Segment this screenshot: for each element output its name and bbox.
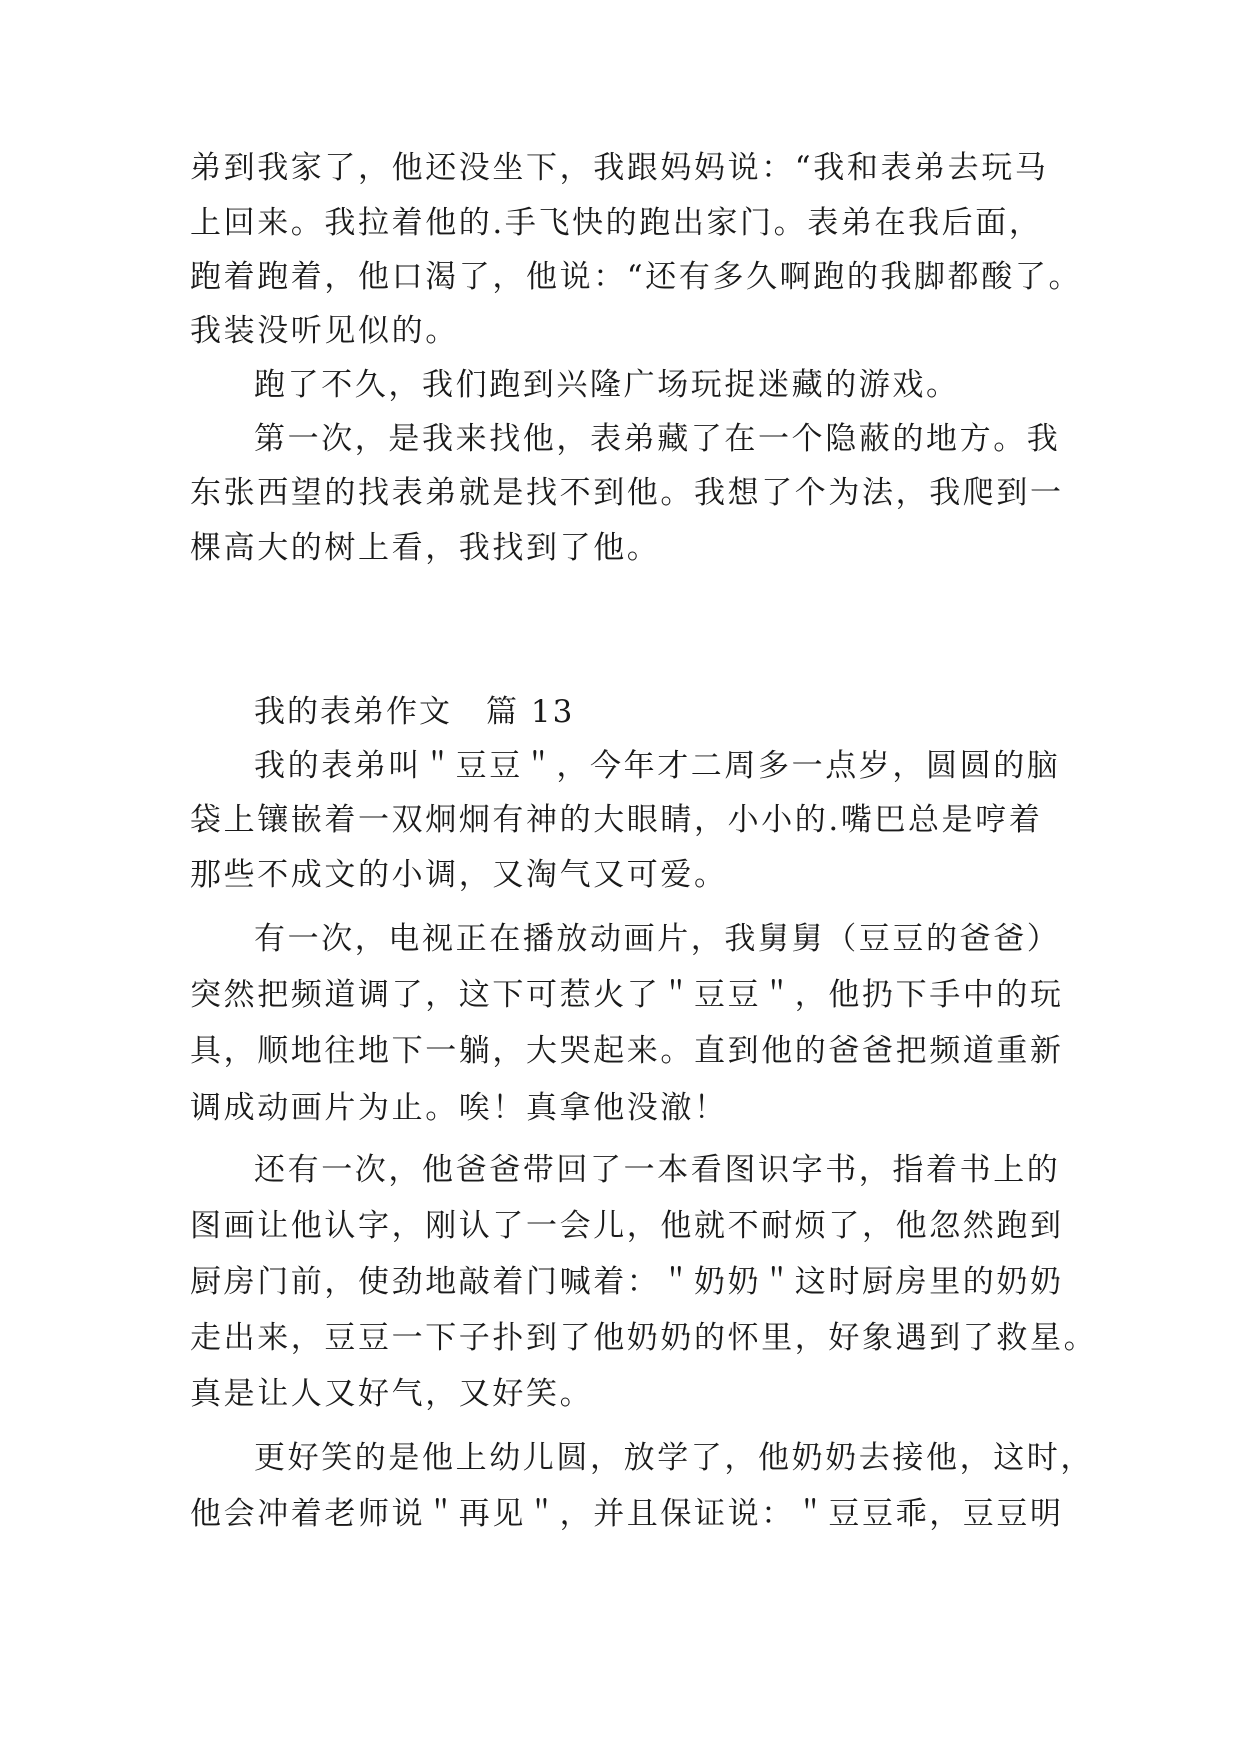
paragraph-line: 他会冲着老师说＂再见＂，并且保证说：＂豆豆乖，豆豆明 [190,1496,1064,1532]
paragraph-line: 还有一次，他爸爸带回了一本看图识字书，指着书上的 [254,1152,1061,1188]
paragraph-line: 我的表弟叫＂豆豆＂，今年才二周多一点岁，圆圆的脑 [254,748,1061,784]
paragraph-line: 具，顺地往地下一躺，大哭起来。直到他的爸爸把频道重新 [190,1033,1064,1069]
paragraph-line: 突然把频道调了，这下可惹火了＂豆豆＂，他扔下手中的玩 [190,977,1064,1013]
paragraph-line: 弟到我家了，他还没坐下，我跟妈妈说：“我和表弟去玩马 [190,150,1049,186]
paragraph-line: 我装没听见似的。 [190,313,459,349]
paragraph-line: 上回来。我拉着他的.手飞快的跑出家门。表弟在我后面， [190,205,1043,241]
paragraph-line: 调成动画片为止。唉！真拿他没澈！ [190,1090,728,1126]
paragraph-line: 走出来，豆豆一下子扑到了他奶奶的怀里，好象遇到了救星。 [190,1320,1098,1356]
section-title-text: 我的表弟作文 [254,694,452,730]
section-title [254,692,1134,732]
paragraph-line: 棵高大的树上看，我找到了他。 [190,530,661,566]
paragraph-line: 那些不成文的小调，又淘气又可爱。 [190,857,728,893]
paragraph-line: 东张西望的找表弟就是找不到他。我想了个为法，我爬到一 [190,475,1064,511]
paragraph-line: 第一次，是我来找他，表弟藏了在一个隐蔽的地方。我 [254,421,1061,457]
paragraph-line: 真是让人又好气，又好笑。 [190,1376,594,1412]
paragraph-line: 有一次，电视正在播放动画片，我舅舅（豆豆的爸爸） [254,921,1061,957]
paragraph-line: 跑着跑着，他口渴了，他说：“还有多久啊跑的我脚都酸了。 [190,259,1083,295]
section-title-number: 篇 13 [486,694,575,730]
paragraph-line: 更好笑的是他上幼儿圆，放学了，他奶奶去接他，这时， [254,1440,1094,1476]
paragraph-line: 跑了不久，我们跑到兴隆广场玩捉迷藏的游戏。 [254,367,960,403]
paragraph-line: 袋上镶嵌着一双炯炯有神的大眼睛，小小的.嘴巴总是哼着 [190,802,1043,838]
paragraph-line: 厨房门前，使劲地敲着门喊着：＂奶奶＂这时厨房里的奶奶 [190,1264,1064,1300]
paragraph-line: 图画让他认字，刚认了一会儿，他就不耐烦了，他忽然跑到 [190,1208,1064,1244]
